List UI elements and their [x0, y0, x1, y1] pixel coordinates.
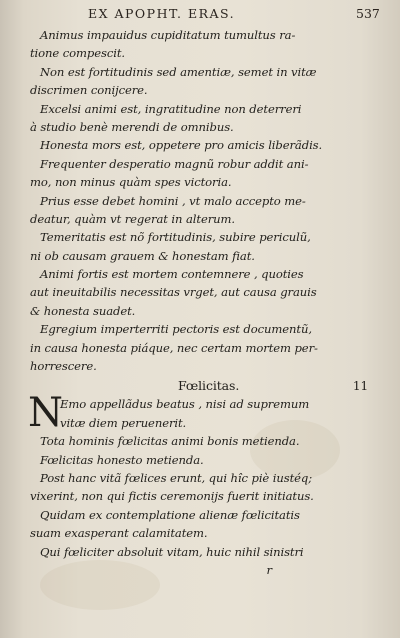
text-line: mo, non minus quàm spes victoria.: [30, 175, 232, 190]
saying: [30, 63, 368, 100]
text-line: & honesta suadet.: [30, 303, 136, 318]
text-line: discrimen conijcere.: [30, 83, 148, 98]
drop-cap-paragraph: [28, 390, 368, 437]
saying: [30, 543, 368, 561]
saying: [30, 265, 368, 320]
text-line: Egregium imperterriti pectoris est documentũ,: [40, 322, 312, 337]
text-line: Prius esse debet homini , vt malo accepto me-: [40, 193, 306, 208]
saying: [30, 432, 368, 450]
saying: [30, 469, 368, 506]
text-line: vitæ diem peruenerit.: [60, 415, 187, 430]
sayings-list-top: [30, 26, 368, 375]
text-line: suam exasperant calamitatem.: [30, 526, 208, 541]
catchword: r: [266, 562, 272, 577]
saying: [30, 192, 368, 229]
text-line: vixerint, non qui fictis ceremonijs fuerit initiatus.: [30, 489, 314, 504]
text-line: in causa honesta piáque, nec certam mortem per-: [30, 340, 318, 355]
section-number: 11: [352, 379, 368, 394]
page-header: [0, 6, 400, 24]
text-line: Tota hominis fœlicitas animi bonis metienda.: [40, 434, 300, 449]
sayings-list-bottom: [30, 432, 368, 561]
text-line: deatur, quàm vt regerat in alterum.: [30, 211, 236, 226]
text-line: Post hanc vitã fœlices erunt, qui hîc piè iustéq;: [40, 470, 313, 485]
text-line: Qui fœliciter absoluit vitam, huic nihil sinistri: [40, 544, 304, 559]
saying: [30, 451, 368, 469]
text-line: Temeritatis est nõ fortitudinis, subire periculũ,: [40, 230, 311, 245]
text-line: Honesta mors est, oppetere pro amicis liberãdis.: [40, 138, 323, 153]
text-line: Animus impauidus cupiditatum tumultus ra-: [40, 28, 296, 42]
section-heading: [30, 377, 368, 395]
text-line: tione compescit.: [30, 46, 126, 61]
running-head: EX APOPHT. ERAS.: [88, 6, 236, 21]
saying: [30, 506, 368, 543]
text-line: Excelsi animi est, ingratitudine non deterreri: [40, 101, 302, 116]
saying: [30, 136, 368, 154]
drop-cap-letter: N: [28, 390, 63, 437]
saying: [30, 26, 368, 63]
saying: [30, 100, 368, 137]
text-line: Non est fortitudinis sed amentiæ, semet in vitæ: [40, 64, 317, 79]
saying: [30, 228, 368, 265]
text-line: horrescere.: [30, 359, 97, 374]
text-line: à studio benè merendi de omnibus.: [30, 119, 234, 134]
section-title: Fœlicitas.: [178, 378, 240, 394]
text-line: Fœlicitas honesto metienda.: [40, 452, 204, 467]
page-number: 537: [356, 6, 380, 21]
text-line: Quidam ex contemplatione alienæ fœlicitatis: [40, 507, 300, 522]
text-line: Emo appellãdus beatus , nisi ad supremum: [60, 397, 310, 412]
saying: [30, 320, 368, 375]
text-line: Animi fortis est mortem contemnere , quoties: [40, 267, 304, 282]
text-line: ni ob causam grauem & honestam fiat.: [30, 248, 255, 263]
saying: [30, 155, 368, 192]
text-line: aut ineuitabilis necessitas vrget, aut causa grauis: [30, 285, 317, 300]
page-body: [30, 26, 368, 579]
text-line: Frequenter desperatio magnũ robur addit ani-: [40, 156, 309, 171]
